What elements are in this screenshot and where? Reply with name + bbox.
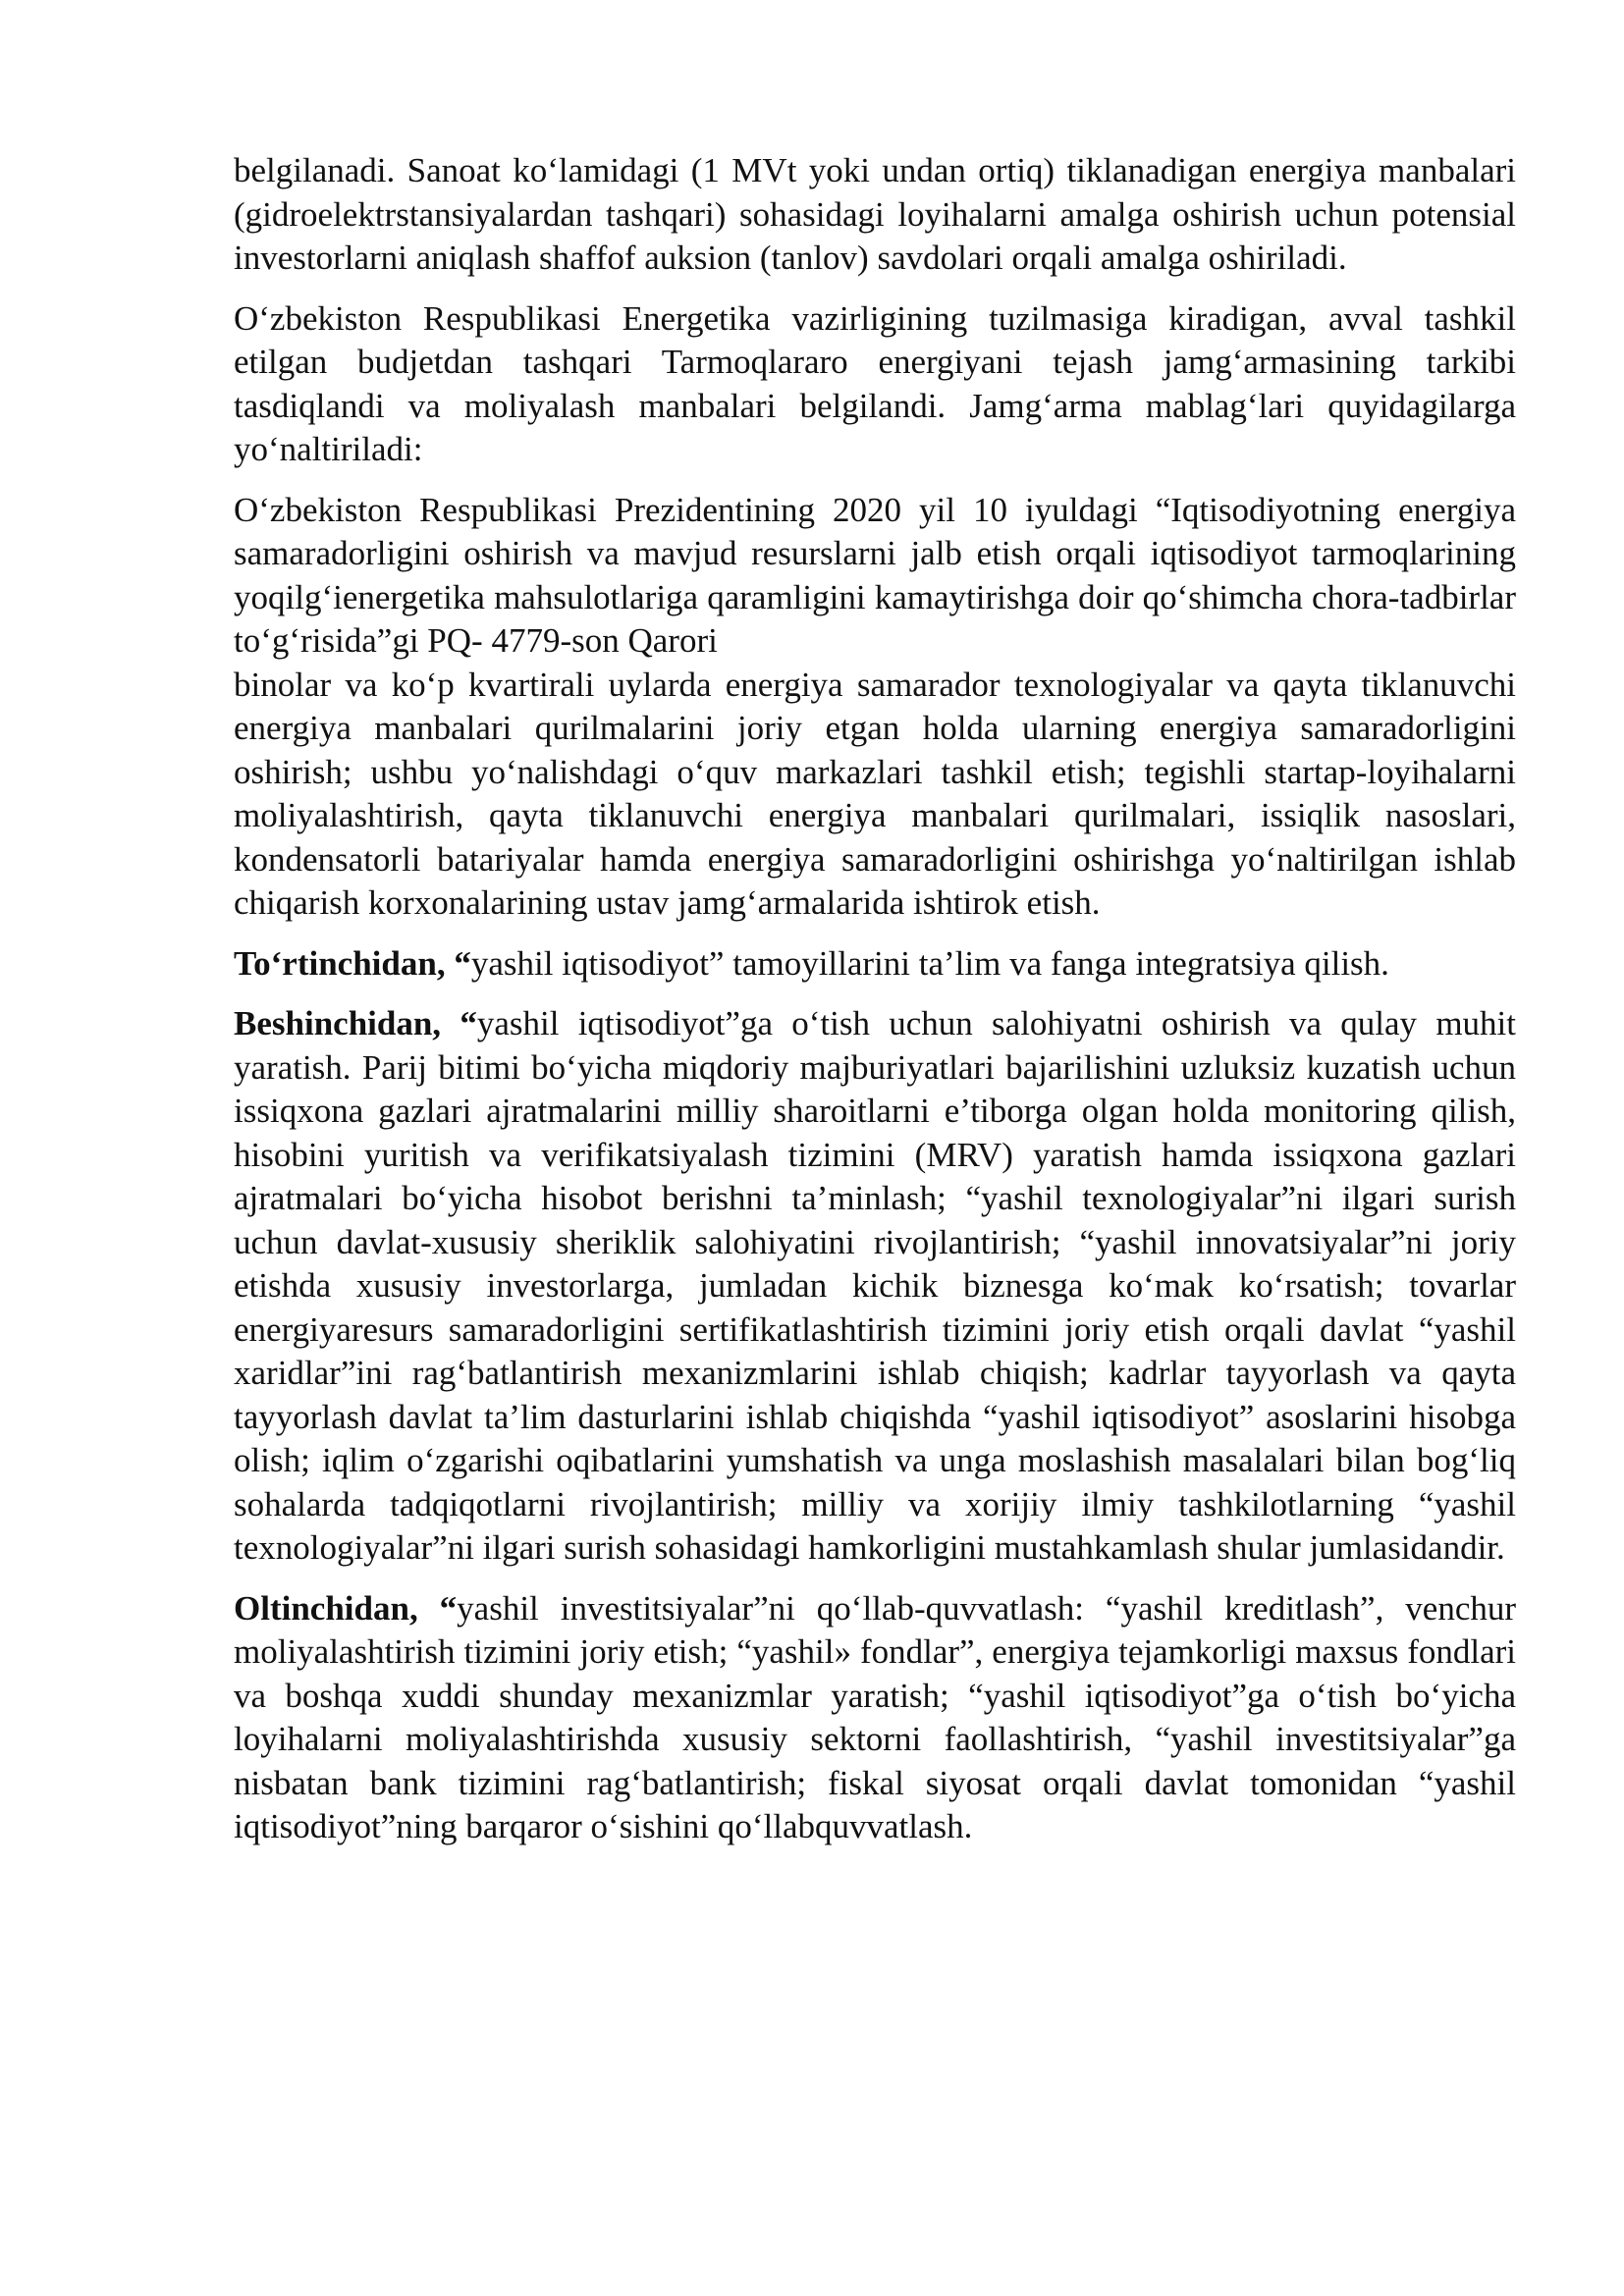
paragraph-fourth [234,942,1516,987]
paragraph-sixth-body: yashil investitsiyalar”ni qo‘llab-quvvatlash: “yashil kreditlash”, venchur moliyalashtirish tizimini joriy etish; “yashil» fondlar”, energiya tejamkorligi maxsus fondlari va boshqa xuddi shunday mexanizmlar yaratish; “yashil iqtisodiyot”ga o‘tish bo‘yicha loyihalarni moliyalashtirishda xususiy sektorni faollashtirish, “yashil investitsiyalar”ga nisbatan bank tizimini rag‘batlantirish; fiskal siyosat orqali davlat tomonidan “yashil iqtisodiyot”ning barqaror o‘sishini qo‘llabquvvatlash. [234,1588,1517,1845]
paragraph-fifth-lead: Beshinchidan, “ [234,1004,477,1042]
paragraph-fifth-body: yashil iqtisodiyot”ga o‘tish uchun salohiyatni oshirish va qulay muhit yaratish. Parij bitimi bo‘yicha miqdoriy majburiyatlari bajarilishini uzluksiz kuzatish uchun issiqxona gazlari ajratmalarini milliy sharoitlarni e’tiborga olgan holda monitoring qilish, hisobini yuritish va verifikatsiyalash tizimini (MRV) yaratish hamda issiqxona gazlari ajratmalari bo‘yicha hisobot berishni ta’minlash; “yashil texnologiyalar”ni ilgari surish uchun davlat-xususiy sheriklik salohiyatini rivojlantirish; “yashil innovatsiyalar”ni joriy etishda xususiy investorlarga, jumladan kichik biznesga ko‘mak ko‘rsatish; tovarlar energiyaresurs samaradorligini sertifikatlashtirish tizimini joriy etish orqali davlat “yashil xaridlar”ini rag‘batlantirish mexanizmlarini ishlab chiqish; kadrlar tayyorlash va qayta tayyorlash davlat ta’lim dasturlarini ishlab chiqishda “yashil iqtisodiyot” asoslarini hisobga olish; iqlim o‘zgarishi oqibatlarini yumshatish va unga moslashish masalalari bilan bog‘liq sohalarda tadqiqotlarni rivojlantirish; milliy va xorijiy ilmiy tashkilotlarning “yashil texnologiyalar”ni ilgari surish sohasidagi hamkorligini mustahkamlash shular jumlasidandir. [234,1004,1516,1567]
paragraph-energy-fund: O‘zbekiston Respublikasi Energetika vazirligining tuzilmasiga kiradigan, avval tashkil etilgan budjetdan tashqari Tarmoqlararo energiyani tejash jamg‘armasining tarkibi tasdiqlandi va moliyalash manbalari belgilandi. Jamg‘arma mablag‘lari quyidagilarga yo‘naltiriladi: [234,298,1516,468]
paragraph-fourth-body: yashil iqtisodiyot” tamoyillarini ta’lim va fanga integratsiya qilish. [470,943,1389,983]
paragraph-auction: belgilanadi. Sanoat ko‘lamidagi (1 MVt yoki undan ortiq) tiklanadigan energiya manbalari (gidroelektrstansiyalardan tashqari) sohasidagi loyihalarni amalga oshirish uchun potensial investorlarni aniqlash shaffof auksion (tanlov) savdolari orqali amalga oshiriladi. [234,151,1516,277]
document-page [234,149,1516,1866]
paragraph-presidential-resolution: O‘zbekiston Respublikasi Prezidentining 2020 yil 10 iyuldagi “Iqtisodiyotning energiya samaradorligini oshirish va mavjud resurslarni jalb etish orqali iqtisodiyot tarmoqlarining yoqilg‘ienergetika mahsulotlariga qaramligini kamaytirishga doir qo‘shimcha chora-tadbirlar to‘g‘risida”gi PQ- 4779-son Qarori [234,490,1516,660]
paragraph-fifth [234,1002,1516,1571]
paragraph-sixth [234,1587,1516,1849]
paragraph-fourth-lead: To‘rtinchidan, “ [234,943,471,983]
paragraph-fund-directions: binolar va ko‘p kvartirali uylarda energiya samarador texnologiyalar va qayta tiklanuvchi energiya manbalari qurilmalarini joriy etgan holda ularning energiya samaradorligini oshirish; ushbu yo‘nalishdagi o‘quv markazlari tashkil etish; tegishli startap-loyihalarni moliyalashtirish, qayta tiklanuvchi energiya manbalari qurilmalari, issiqlik nasoslari, kondensatorli batariyalar hamda energiya samaradorligini oshirishga yo‘naltirilgan ishlab chiqarish korxonalarining ustav jamg‘armalarida ishtirok etish. [234,665,1516,922]
paragraph-sixth-lead: Oltinchidan, “ [234,1588,458,1628]
